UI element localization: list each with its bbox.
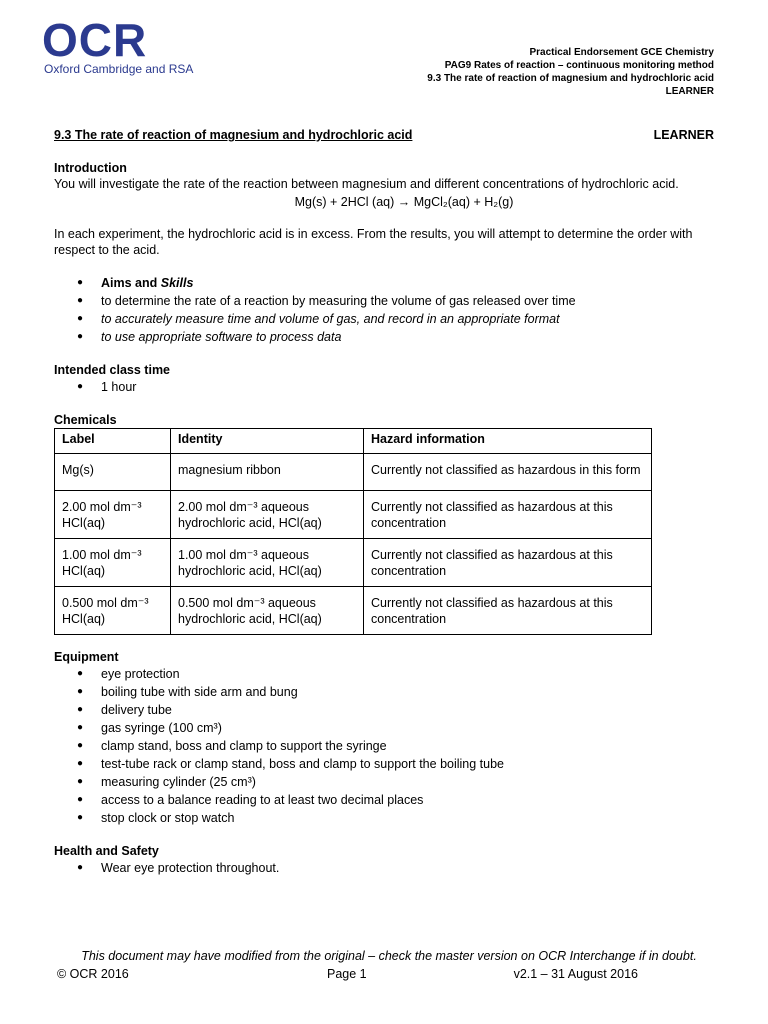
health-safety-heading: Health and Safety <box>54 844 159 858</box>
intro-text-2: In each experiment, the hydrochloric acid is in excess. From the results, you will attempt to determine the order with respect to the acid. <box>54 227 693 257</box>
table-cell: Currently not classified as hazardous at this concentration <box>364 587 652 635</box>
aims-list <box>54 274 714 346</box>
list-item: ● Wear eye protection throughout. <box>54 859 714 877</box>
title-row <box>54 128 714 142</box>
list-item: ● measuring cylinder (25 cm³) <box>54 773 714 791</box>
ocr-logo <box>42 14 194 76</box>
header-line: Practical Endorsement GCE Chemistry <box>529 47 714 58</box>
logo-wordmark: OCR <box>42 14 148 66</box>
document-header <box>427 46 714 98</box>
page-number: Page 1 <box>327 967 367 981</box>
table-row <box>55 587 652 635</box>
reaction-equation: Mg(s) + 2HCl (aq) → MgCl₂(aq) + H₂(g) <box>294 195 514 209</box>
header-line: LEARNER <box>665 86 714 97</box>
list-item: ● clamp stand, boss and clamp to support the syringe <box>54 737 714 755</box>
list-item: ● to accurately measure time and volume of gas, and record in an appropriate format <box>54 310 714 328</box>
list-item: ● boiling tube with side arm and bung <box>54 683 714 701</box>
class-time-heading: Intended class time <box>54 363 171 377</box>
table-cell: Currently not classified as hazardous at this concentration <box>364 539 652 587</box>
page-title: 9.3 The rate of reaction of magnesium and hydrochloric acid <box>54 128 413 142</box>
copyright: © OCR 2016 <box>57 967 129 981</box>
aims-label: Aims and <box>101 276 161 290</box>
table-cell: 1.00 mol dm⁻³ aqueous hydrochloric acid, HCl(aq) <box>171 539 364 587</box>
list-item: ● test-tube rack or clamp stand, boss and clamp to support the boiling tube <box>54 755 714 773</box>
table-header-row <box>55 429 652 454</box>
equipment-list <box>54 665 714 827</box>
intro-heading: Introduction <box>54 161 127 175</box>
list-item: ● to determine the rate of a reaction by measuring the volume of gas released over time <box>54 292 714 310</box>
table-cell: 0.500 mol dm⁻³ HCl(aq) <box>55 587 171 635</box>
list-item: ● to use appropriate software to process data <box>54 328 714 346</box>
logo-tagline: Oxford Cambridge and RSA <box>44 62 194 76</box>
table-row <box>55 539 652 587</box>
list-item: ● eye protection <box>54 665 714 683</box>
footer-note: This document may have modified from the original – check the master version on OCR Interchange if in doubt. <box>81 949 697 963</box>
table-cell: Currently not classified as hazardous at this concentration <box>364 491 652 539</box>
table-cell: magnesium ribbon <box>171 454 364 491</box>
skills-label: Skills <box>160 276 194 290</box>
table-cell: 1.00 mol dm⁻³ HCl(aq) <box>55 539 171 587</box>
intro-text: You will investigate the rate of the reaction between magnesium and different concentrations of hydrochloric acid. <box>54 177 679 191</box>
list-item: ● access to a balance reading to at least two decimal places <box>54 791 714 809</box>
class-time-list <box>54 378 714 396</box>
table-cell: Mg(s) <box>55 454 171 491</box>
list-item: ● 1 hour <box>54 378 714 396</box>
list-item: ● gas syringe (100 cm³) <box>54 719 714 737</box>
column-header: Identity <box>171 429 364 454</box>
chemicals-table <box>54 428 652 635</box>
aims-heading <box>54 274 714 292</box>
table-cell: Currently not classified as hazardous in this form <box>364 454 652 491</box>
table-row <box>55 491 652 539</box>
document-body <box>54 160 714 877</box>
chemicals-heading: Chemicals <box>54 413 117 427</box>
table-cell: 2.00 mol dm⁻³ aqueous hydrochloric acid, HCl(aq) <box>171 491 364 539</box>
header-line: PAG9 Rates of reaction – continuous monitoring method <box>444 60 714 71</box>
column-header: Hazard information <box>364 429 652 454</box>
column-header: Label <box>55 429 171 454</box>
version-date: v2.1 – 31 August 2016 <box>513 967 638 981</box>
list-item: ● stop clock or stop watch <box>54 809 714 827</box>
equipment-heading: Equipment <box>54 650 119 664</box>
learner-label: LEARNER <box>653 128 714 142</box>
list-item: ● delivery tube <box>54 701 714 719</box>
header-line: 9.3 The rate of reaction of magnesium and hydrochloric acid <box>427 73 714 84</box>
table-cell: 2.00 mol dm⁻³ HCl(aq) <box>55 491 171 539</box>
table-row <box>55 454 652 491</box>
health-safety-list <box>54 859 714 877</box>
page-footer <box>57 967 638 981</box>
table-cell: 0.500 mol dm⁻³ aqueous hydrochloric acid, HCl(aq) <box>171 587 364 635</box>
